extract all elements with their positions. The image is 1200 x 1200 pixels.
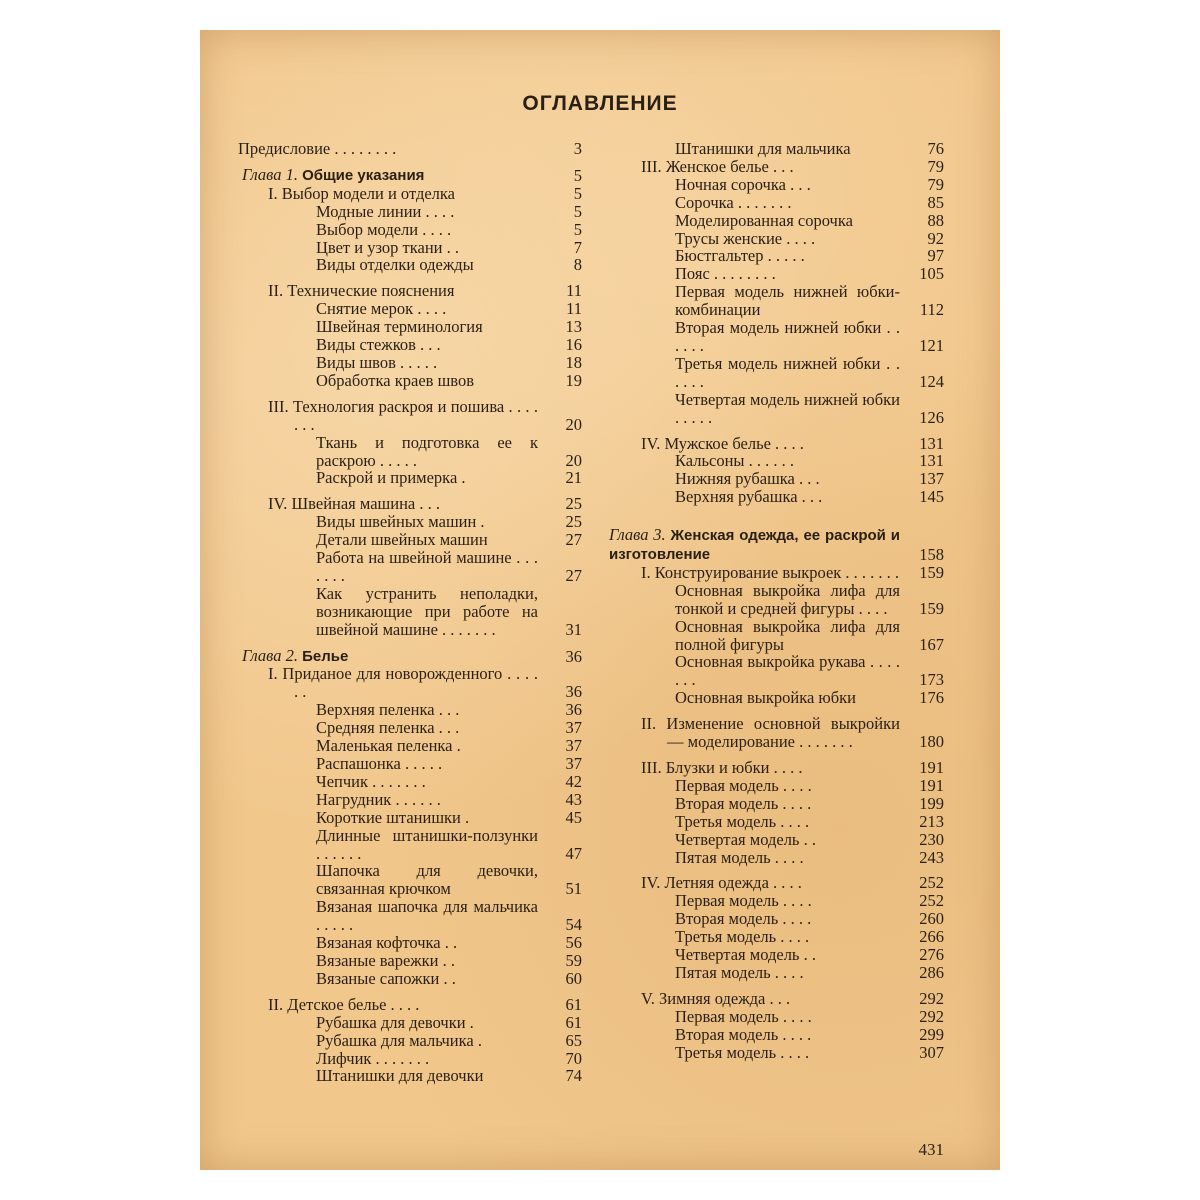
toc-entry-title: Четвертая модель . . [675, 829, 816, 849]
toc-entry [605, 391, 950, 427]
toc-page-number: 5 [573, 183, 582, 203]
toc-entry [238, 318, 588, 336]
toc-entry [238, 862, 588, 898]
toc-entry [605, 1008, 950, 1026]
toc-entry [605, 964, 950, 982]
toc-entry-title: Третья модель . . . . [675, 811, 810, 831]
toc-page-number: 105 [919, 264, 944, 284]
toc-entry-title: IV. Мужское белье . . . . [641, 433, 804, 453]
toc-entry-title: Ткань и подготовка ее к раскрою . . . . . [316, 432, 538, 470]
toc-entry-title: Нижняя рубашка . . . [675, 469, 820, 489]
toc-page-number: 47 [565, 843, 582, 863]
toc-entry [605, 1026, 950, 1044]
toc-entry [238, 791, 588, 809]
toc-entry-title: Вязаная кофточка . . [316, 933, 458, 953]
toc-page-number: 70 [565, 1048, 582, 1068]
toc-entry-title: Вторая модель . . . . [675, 909, 812, 929]
toc-column-right [605, 140, 950, 1062]
book-page [200, 30, 1000, 1170]
toc-page-number: 292 [919, 988, 944, 1008]
toc-page-number: 243 [919, 847, 944, 867]
toc-entry [238, 647, 588, 666]
toc-entry-title: Основная выкройка рукава . . . . . . . [675, 652, 900, 690]
toc-entry-title: Рубашка для мальчика . [316, 1030, 482, 1050]
toc-entry [238, 737, 588, 755]
toc-entry-title: Вторая модель . . . . [675, 1024, 812, 1044]
toc-entry-title: Вязаная шапочка для мальчика . . . . . [316, 897, 538, 935]
toc-entry [238, 300, 588, 318]
toc-page-number: 230 [919, 829, 944, 849]
toc-page-number: 25 [565, 494, 582, 514]
toc-entry-title: Пояс . . . . . . . . [675, 264, 776, 284]
toc-page-number: 79 [927, 174, 944, 194]
toc-page-number: 21 [565, 468, 582, 488]
toc-entry [238, 701, 588, 719]
toc-page-number: 5 [573, 201, 582, 221]
toc-page-number: 59 [565, 950, 582, 970]
toc-entry-title: Моделированная сорочка [675, 210, 853, 230]
toc-page-number: 13 [565, 317, 582, 337]
toc-page-number: 252 [919, 891, 944, 911]
toc-entry-title: III. Блузки и юбки . . . . [641, 758, 803, 777]
toc-page-number: 213 [919, 811, 944, 831]
toc-page-number: 266 [919, 927, 944, 947]
toc-entry-title: Основная выкройка юбки [675, 688, 856, 708]
toc-page-number: 16 [565, 335, 582, 355]
toc-entry [238, 773, 588, 791]
toc-entry [605, 874, 950, 892]
toc-page-number: 74 [565, 1066, 582, 1086]
toc-entry-title: Ночная сорочка . . . [675, 174, 811, 194]
toc-page-number: 112 [919, 300, 944, 320]
toc-entry [605, 618, 950, 654]
toc-page-number: 92 [927, 228, 944, 248]
chapter-name: Белье [302, 647, 349, 665]
toc-entry [605, 355, 950, 391]
toc-entry-title: Вторая модель . . . . [675, 793, 812, 813]
toc-entry-title: Длинные штанишки-ползунки . . . . . . [316, 825, 538, 863]
toc-entry [238, 282, 588, 300]
toc-page-number: 54 [565, 915, 582, 935]
toc-page-number: 42 [565, 771, 582, 791]
toc-entry [238, 203, 588, 221]
toc-entry [238, 1067, 588, 1085]
toc-entry-title: III. Женское белье . . . [641, 156, 794, 176]
toc-entry [605, 777, 950, 795]
toc-entry [605, 319, 950, 355]
toc-entry-title: Цвет и узор ткани . . [316, 237, 459, 257]
toc-entry-title [238, 647, 538, 666]
toc-entry [238, 398, 588, 434]
toc-page-number: 159 [919, 598, 944, 618]
toc-page-number: 51 [565, 879, 582, 899]
toc-entry [605, 1044, 950, 1062]
toc-entry [605, 230, 950, 248]
toc-column-left [238, 140, 588, 1085]
toc-page-number: 36 [565, 700, 582, 720]
toc-entry-title: Первая модель . . . . [675, 775, 812, 795]
toc-page-number: 65 [565, 1030, 582, 1050]
toc-entry-title: Средняя пеленка . . . [316, 718, 460, 738]
toc-page-number: 8 [573, 255, 582, 275]
toc-entry-title: Вторая модель нижней юбки . . . . . . [675, 318, 900, 355]
toc-page-number: 176 [919, 688, 944, 708]
toc-entry [605, 176, 950, 194]
toc-entry-title: IV. Швейная машина . . . [268, 494, 440, 514]
toc-entry [605, 212, 950, 230]
toc-entry [605, 831, 950, 849]
toc-entry [238, 221, 588, 239]
toc-entry [605, 158, 950, 176]
toc-page-number: 36 [565, 682, 582, 702]
toc-page-number: 25 [565, 512, 582, 532]
toc-page-number: 180 [919, 732, 944, 752]
toc-entry-title: Штанишки для девочки [316, 1066, 484, 1086]
toc-entry-title: Виды отделки одежды [316, 255, 474, 275]
toc-entry-title: Первая модель . . . . [675, 1006, 812, 1026]
toc-entry-title: Рубашка для девочки . [316, 1012, 474, 1032]
toc-page-number: 37 [565, 736, 582, 756]
toc-entry [605, 564, 950, 582]
toc-page-number: 5 [573, 165, 582, 185]
toc-page-number: 191 [919, 758, 944, 777]
toc-entry-title: Швейная терминология [316, 317, 483, 337]
toc-entry-title: Третья модель нижней юбки . . . . . . [675, 353, 900, 391]
toc-page-number: 252 [919, 873, 944, 893]
toc-page-number: 3 [573, 139, 582, 158]
toc-entry [238, 970, 588, 988]
toc-entry-title: Раскрой и примерка . [316, 468, 466, 488]
toc-page-number: 20 [565, 414, 582, 434]
toc-entry [238, 469, 588, 487]
toc-entry-title: I. Конструирование выкроек . . . . . . . [641, 562, 900, 582]
toc-entry-title: II. Технические пояснения [268, 281, 455, 301]
toc-page-number: 145 [919, 487, 944, 507]
toc-entry-title: IV. Летняя одежда . . . . [641, 873, 802, 893]
toc-entry-title: Первая модель нижней юбки-комбинации [675, 282, 900, 320]
toc-page-number: 19 [565, 370, 582, 390]
toc-entry [238, 755, 588, 773]
toc-entry [238, 531, 588, 549]
toc-entry-title: Бюстгальтер . . . . . [675, 246, 805, 266]
toc-page-number: 76 [927, 139, 944, 158]
chapter-name: Общие указания [302, 166, 425, 184]
toc-page-number: 173 [919, 670, 944, 690]
toc-page-number: 27 [565, 530, 582, 550]
toc-entry-title: Лифчик . . . . . . . [316, 1048, 430, 1068]
toc-entry [238, 336, 588, 354]
toc-page-number: 97 [927, 246, 944, 266]
toc-entry-title: Сорочка . . . . . . . [675, 192, 792, 212]
toc-entry [238, 898, 588, 934]
toc-page-number: 131 [919, 433, 944, 453]
toc-entry-title: Выбор модели . . . . [316, 219, 452, 239]
toc-page-number: 37 [565, 754, 582, 773]
toc-entry [605, 653, 950, 689]
toc-page-number: 158 [919, 545, 944, 565]
toc-page-number: 36 [565, 646, 582, 666]
toc-entry [238, 952, 588, 970]
toc-entry [238, 166, 588, 185]
toc-entry [605, 247, 950, 265]
toc-page-number: 159 [919, 562, 944, 582]
toc-entry [605, 470, 950, 488]
toc-entry-title: Четвертая модель нижней юбки . . . . . [675, 389, 900, 427]
toc-entry-title: Нагрудник . . . . . . [316, 789, 441, 809]
toc-entry [605, 283, 950, 319]
toc-page-number: 60 [565, 968, 582, 988]
toc-page-number: 31 [565, 619, 582, 639]
toc-entry [605, 265, 950, 283]
toc-page-number: 5 [573, 219, 582, 239]
toc-entry [238, 256, 588, 274]
toc-entry-title: Трусы женские . . . . [675, 228, 816, 248]
toc-page-number: 292 [919, 1006, 944, 1026]
toc-page-number: 27 [565, 565, 582, 585]
toc-page-number: 18 [565, 352, 582, 372]
toc-entry [238, 1032, 588, 1050]
toc-entry-title: Чепчик . . . . . . . [316, 771, 426, 791]
toc-entry-title [238, 166, 538, 185]
toc-entry [238, 1050, 588, 1068]
toc-entry [605, 689, 950, 707]
chapter-label: Глава 1. [242, 164, 298, 184]
toc-entry-title: I. Приданое для новорожденного . . . . . . [268, 664, 538, 702]
toc-entry-title: Вязаные сапожки . . [316, 968, 456, 988]
toc-entry [605, 759, 950, 777]
toc-entry-title [605, 526, 900, 564]
toc-entry [605, 990, 950, 1008]
toc-entry-title: Основная выкройка лифа для тонкой и средней фигуры . . . . [675, 580, 900, 618]
chapter-name: Женская одежда, ее раскрой и изготовление [609, 527, 900, 564]
toc-page-number: 167 [919, 634, 944, 654]
toc-entry [238, 239, 588, 257]
toc-entry-title: Виды швейных машин . [316, 512, 485, 532]
toc-entry [238, 719, 588, 737]
chapter-label: Глава 2. [242, 645, 298, 665]
toc-entry-title: V. Зимняя одежда . . . [641, 988, 791, 1008]
toc-entry [238, 585, 588, 639]
toc-entry [605, 582, 950, 618]
toc-page-number: 37 [565, 718, 582, 738]
toc-entry [605, 140, 950, 158]
toc-entry [605, 435, 950, 453]
toc-page-number: 79 [927, 156, 944, 176]
toc-entry-title: Основная выкройка лифа для полной фигуры [675, 616, 900, 654]
toc-page-number: 299 [919, 1024, 944, 1044]
toc-page-number: 85 [927, 192, 944, 212]
toc-entry-title: Обработка краев швов [316, 370, 474, 390]
toc-page-number: 286 [919, 962, 944, 982]
toc-entry [238, 372, 588, 390]
toc-entry [238, 140, 588, 158]
toc-entry-title: Первая модель . . . . [675, 891, 812, 911]
toc-entry [238, 1014, 588, 1032]
toc-page-number: 126 [919, 407, 944, 427]
page-title: ОГЛАВЛЕНИЕ [522, 92, 678, 115]
toc-entry [605, 910, 950, 928]
toc-entry-title: Третья модель . . . . [675, 927, 810, 947]
toc-page-number: 88 [927, 210, 944, 230]
toc-entry-title: Детали швейных машин [316, 530, 488, 550]
toc-entry [238, 513, 588, 531]
toc-entry [605, 715, 950, 751]
toc-page-number: 199 [919, 793, 944, 813]
toc-entry [238, 934, 588, 952]
toc-entry-title: III. Технология раскроя и пошива . . . . . . . [268, 396, 538, 434]
toc-page-number: 121 [919, 335, 944, 355]
toc-entry [238, 185, 588, 203]
chapter-label: Глава 3. [609, 525, 666, 545]
toc-page-number: 124 [919, 371, 944, 391]
toc-page-number: 61 [565, 1012, 582, 1032]
toc-entry-title: Снятие мерок . . . . [316, 299, 447, 319]
toc-page-number: 307 [919, 1042, 944, 1062]
toc-entry [238, 549, 588, 585]
toc-page-number: 45 [565, 807, 582, 827]
toc-entry-title: Верхняя пеленка . . . [316, 700, 460, 720]
toc-page-number: 131 [919, 451, 944, 471]
toc-entry-title: Кальсоны . . . . . . [675, 451, 795, 471]
toc-page-number: 191 [919, 775, 944, 795]
toc-entry [238, 434, 588, 470]
toc-page-number: 137 [919, 469, 944, 489]
toc-entry [238, 809, 588, 827]
toc-entry-title: Распашонка . . . . . [316, 754, 443, 773]
toc-entry [605, 452, 950, 470]
toc-entry-title: Вязаные варежки . . [316, 950, 456, 970]
toc-entry [605, 813, 950, 831]
toc-entry-title: Как устранить неполадки, возникающие при работе на швейной машине . . . . . . . [316, 583, 538, 639]
toc-entry-title: Шапочка для девочки, связанная крючком [316, 861, 538, 899]
toc-entry-title: I. Выбор модели и отделка [268, 183, 456, 203]
toc-entry [605, 892, 950, 910]
toc-entry-title: Модные линии . . . . [316, 201, 455, 221]
toc-entry [238, 665, 588, 701]
toc-entry-title: Виды стежков . . . [316, 335, 441, 355]
toc-page-number: 61 [565, 994, 582, 1014]
toc-entry-title: II. Изменение основной выкройки — моделирование . . . . . . . [641, 714, 900, 752]
toc-entry [605, 849, 950, 867]
toc-entry-title: Короткие штанишки . [316, 807, 470, 827]
toc-page-number: 260 [919, 909, 944, 929]
toc-entry [605, 946, 950, 964]
toc-page-number: 11 [566, 281, 582, 301]
toc-entry [238, 354, 588, 372]
toc-page-number: 20 [565, 450, 582, 470]
toc-entry-title: Верхняя рубашка . . . [675, 487, 823, 507]
toc-page-number: 56 [565, 933, 582, 953]
toc-page-number: 7 [573, 237, 582, 257]
toc-entry-title: II. Детское белье . . . . [268, 994, 420, 1014]
toc-entry-title: Штанишки для мальчика [675, 139, 851, 158]
toc-entry-title: Третья модель . . . . [675, 1042, 810, 1062]
toc-entry [605, 795, 950, 813]
toc-entry [605, 526, 950, 564]
toc-page-number: 276 [919, 945, 944, 965]
toc-entry [605, 194, 950, 212]
toc-entry [238, 996, 588, 1014]
toc-entry-title: Предисловие . . . . . . . . [238, 139, 397, 158]
toc-entry-title: Четвертая модель . . [675, 945, 816, 965]
toc-entry [238, 827, 588, 863]
toc-entry [605, 928, 950, 946]
page-number: 431 [918, 1140, 944, 1159]
toc-entry-title: Пятая модель . . . . [675, 847, 804, 867]
toc-entry [605, 488, 950, 506]
toc-entry-title: Маленькая пеленка . [316, 736, 461, 756]
toc-entry-title: Работа на швейной машине . . . . . . . [316, 548, 538, 585]
toc-page-number: 11 [566, 299, 582, 319]
toc-entry-title: Пятая модель . . . . [675, 962, 804, 982]
toc-page-number: 43 [565, 789, 582, 809]
toc-entry-title: Виды швов . . . . . [316, 352, 438, 372]
toc-entry [238, 495, 588, 513]
